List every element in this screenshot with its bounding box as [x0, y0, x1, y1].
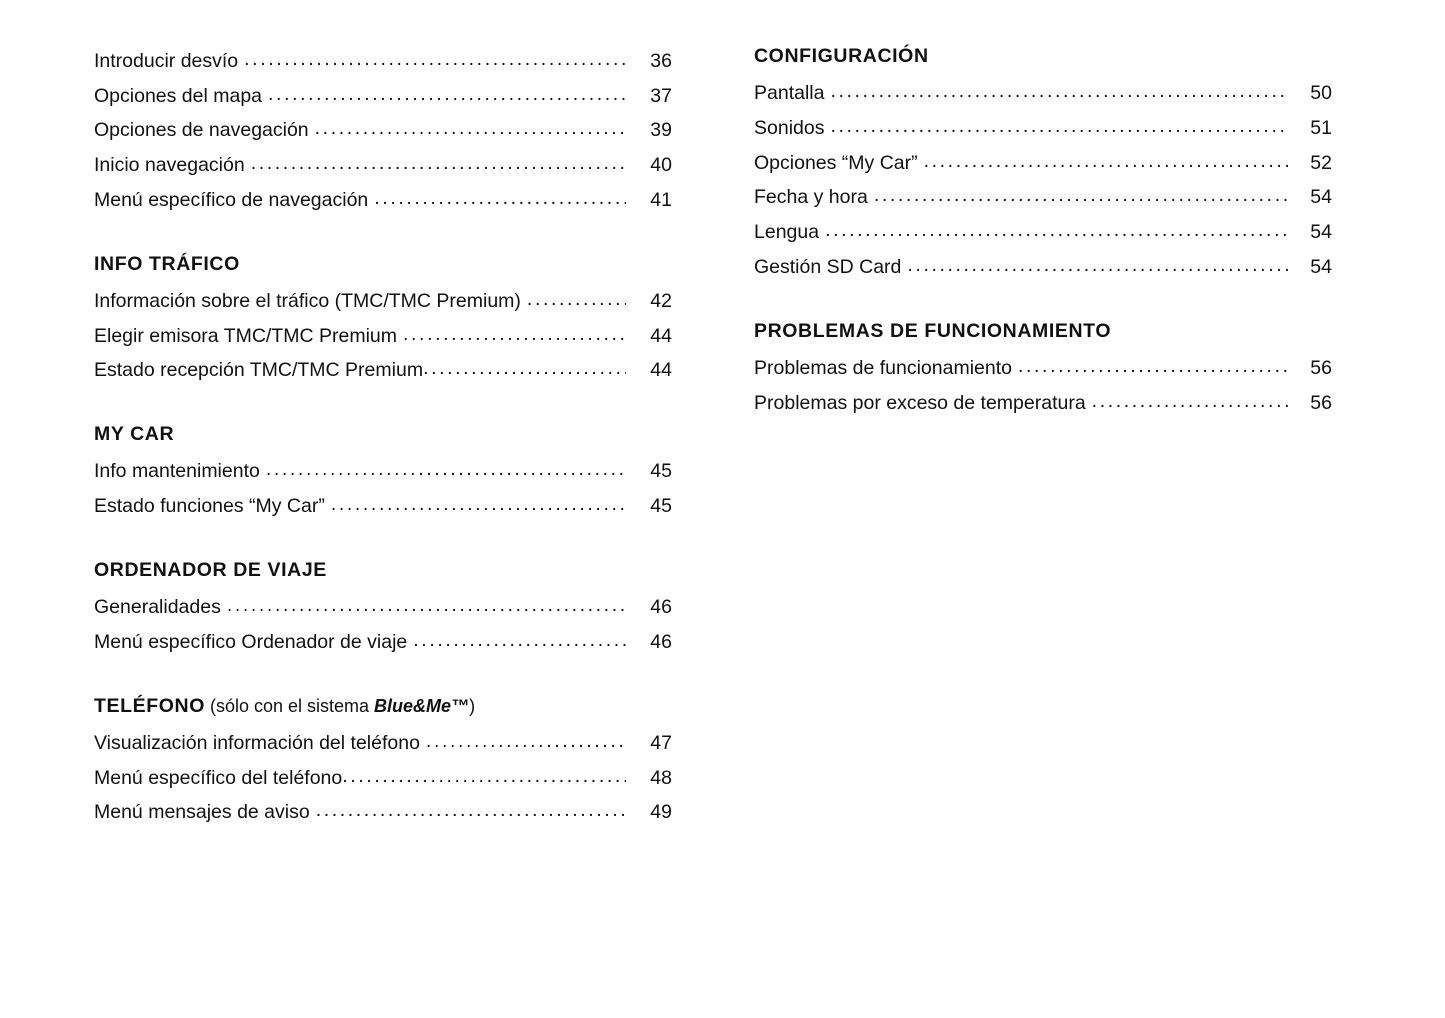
toc-entry[interactable]: [94, 183, 672, 218]
toc-entry-page: 46: [650, 596, 672, 619]
toc-entry-page: 54: [1310, 255, 1332, 278]
toc-entry-page: 42: [650, 289, 672, 312]
toc-leader-dots: [227, 588, 626, 623]
toc-entry-label: Estado funciones “My Car”: [94, 495, 325, 518]
toc-entry-page: 48: [650, 766, 672, 789]
toc-section-heading: CONFIGURACIÓN: [754, 45, 929, 67]
toc-entry-page: 45: [650, 495, 672, 518]
toc-section-ordenador-de-viaje: [94, 558, 672, 660]
toc-section-heading: [94, 694, 672, 718]
toc-entry-page: 54: [1310, 186, 1332, 209]
toc-entry[interactable]: [754, 180, 1332, 215]
toc-leader-dots: [907, 248, 1288, 283]
toc-entry-page: 45: [650, 460, 672, 483]
toc-section-heading-note: [205, 696, 475, 716]
toc-section-heading: PROBLEMAS DE FUNCIONAMIENTO: [754, 319, 1112, 342]
toc-entry-page: 46: [650, 630, 672, 653]
toc-entry-label: Info mantenimiento: [94, 460, 260, 483]
toc-leader-dots: [374, 181, 626, 216]
toc-entry-label: Gestión SD Card: [754, 255, 902, 278]
toc-entry-page: 56: [1310, 356, 1332, 379]
toc-lead-group: [94, 44, 672, 218]
toc-entry-page: 52: [1310, 151, 1332, 174]
toc-entry-label: Información sobre el tráfico (TMC/TMC Premium): [94, 289, 521, 312]
toc-leader-dots: [251, 146, 626, 181]
toc-entry-page: 41: [650, 188, 672, 211]
toc-entry-label: Fecha y hora: [754, 186, 868, 209]
toc-entry-page: 51: [1310, 117, 1332, 140]
toc-entry[interactable]: [754, 146, 1332, 181]
toc-section-heading-text: TELÉFONO: [94, 694, 205, 717]
toc-entry-label: Lengua: [754, 221, 820, 244]
toc-leader-dots: [244, 42, 626, 77]
toc-section-info-trafico: [94, 252, 672, 388]
toc-entry-page: 44: [650, 359, 672, 382]
toc-leader-dots: [874, 178, 1288, 213]
toc-entry-label: Generalidades: [94, 596, 221, 619]
toc-leader-dots: [830, 109, 1288, 144]
toc-section-heading: INFO TRÁFICO: [94, 252, 240, 275]
toc-entry-page: 47: [650, 731, 672, 754]
toc-entry[interactable]: [754, 351, 1332, 386]
toc-entry-label: Problemas por exceso de temperatura: [754, 391, 1086, 414]
toc-leader-dots: [527, 282, 626, 317]
toc-entry[interactable]: [754, 215, 1332, 250]
toc-entry-label: Pantalla: [754, 82, 825, 105]
toc-entry-label: Sonidos: [754, 117, 825, 140]
toc-entry-label: Elegir emisora TMC/TMC Premium: [94, 324, 398, 347]
toc-leader-dots: [924, 144, 1288, 179]
blue-and-me-brand: Blue&Me™: [374, 695, 470, 716]
toc-entry-label: Introducir desvío: [94, 50, 239, 72]
toc-leader-dots: [1018, 349, 1288, 384]
toc-leader-dots: [825, 213, 1288, 248]
toc-entry-page: 39: [650, 119, 672, 142]
toc-entry-label: Problemas de funcionamiento: [754, 356, 1012, 379]
toc-leader-dots: [268, 77, 626, 112]
toc-entry[interactable]: [94, 625, 672, 660]
toc-entry-label: Menú mensajes de aviso: [94, 801, 310, 824]
toc-entry[interactable]: [94, 79, 672, 114]
toc-entry-page: 54: [1310, 221, 1332, 244]
toc-entry[interactable]: [754, 111, 1332, 146]
toc-entry-label: Opciones del mapa: [94, 84, 263, 107]
toc-entry-page: 50: [1310, 82, 1332, 105]
toc-leader-dots: [331, 487, 626, 522]
toc-leader-dots: [1092, 384, 1288, 419]
toc-entry[interactable]: [94, 113, 672, 148]
toc-entry-label: Menú específico del teléfono: [94, 766, 343, 789]
heading-note-suffix: ): [469, 695, 476, 716]
toc-leader-dots: [413, 623, 626, 658]
toc-leader-dots: [342, 759, 626, 794]
toc-entry[interactable]: [754, 386, 1332, 421]
toc-entry[interactable]: [94, 590, 672, 625]
toc-entry-page: 40: [650, 154, 672, 177]
toc-entry[interactable]: [94, 454, 672, 489]
toc-entry[interactable]: [94, 319, 672, 354]
toc-entry-page: 36: [650, 50, 672, 72]
toc-entry-label: Menú específico Ordenador de viaje: [94, 630, 408, 653]
toc-right-column: [754, 44, 1332, 1018]
toc-entry[interactable]: [94, 489, 672, 524]
toc-leader-dots: [830, 74, 1288, 109]
toc-entry-label: Opciones de navegación: [94, 119, 309, 142]
toc-entry-label: Visualización información del teléfono: [94, 731, 420, 754]
toc-section-heading: ORDENADOR DE VIAJE: [94, 558, 327, 581]
toc-entry[interactable]: [94, 353, 672, 388]
toc-leader-dots: [266, 452, 626, 487]
toc-left-column: [94, 44, 672, 1018]
toc-entry-page: 44: [650, 324, 672, 347]
toc-section-heading: MY CAR: [94, 423, 175, 445]
toc-section-my-car: [94, 422, 672, 524]
toc-entry-page: 37: [650, 84, 672, 107]
toc-entry[interactable]: [94, 148, 672, 183]
toc-leader-dots: [315, 111, 626, 146]
toc-entry[interactable]: [94, 284, 672, 319]
toc-entry[interactable]: [754, 250, 1332, 285]
toc-entry-label: Menú específico de navegación: [94, 188, 369, 211]
toc-entry-label: Estado recepción TMC/TMC Premium: [94, 359, 424, 382]
toc-entry[interactable]: [94, 761, 672, 796]
toc-leader-dots: [316, 793, 626, 828]
toc-entry-label: Opciones “My Car”: [754, 151, 918, 174]
toc-section-telefono: [94, 694, 672, 830]
toc-leader-dots: [423, 351, 626, 386]
toc-entry[interactable]: [754, 76, 1332, 111]
toc-entry-page: 49: [650, 801, 672, 824]
toc-entry[interactable]: [94, 795, 672, 830]
heading-note-prefix: (sólo con el sistema: [204, 695, 375, 716]
toc-section-problemas-de-funcionamiento: [754, 319, 1332, 421]
toc-section-configuracion: [754, 44, 1332, 285]
toc-entry[interactable]: [94, 44, 672, 79]
toc-entry-page: 56: [1310, 391, 1332, 414]
toc-entry[interactable]: [94, 726, 672, 761]
toc-leader-dots: [403, 317, 626, 352]
toc-leader-dots: [426, 724, 626, 759]
toc-entry-label: Inicio navegación: [94, 154, 245, 177]
